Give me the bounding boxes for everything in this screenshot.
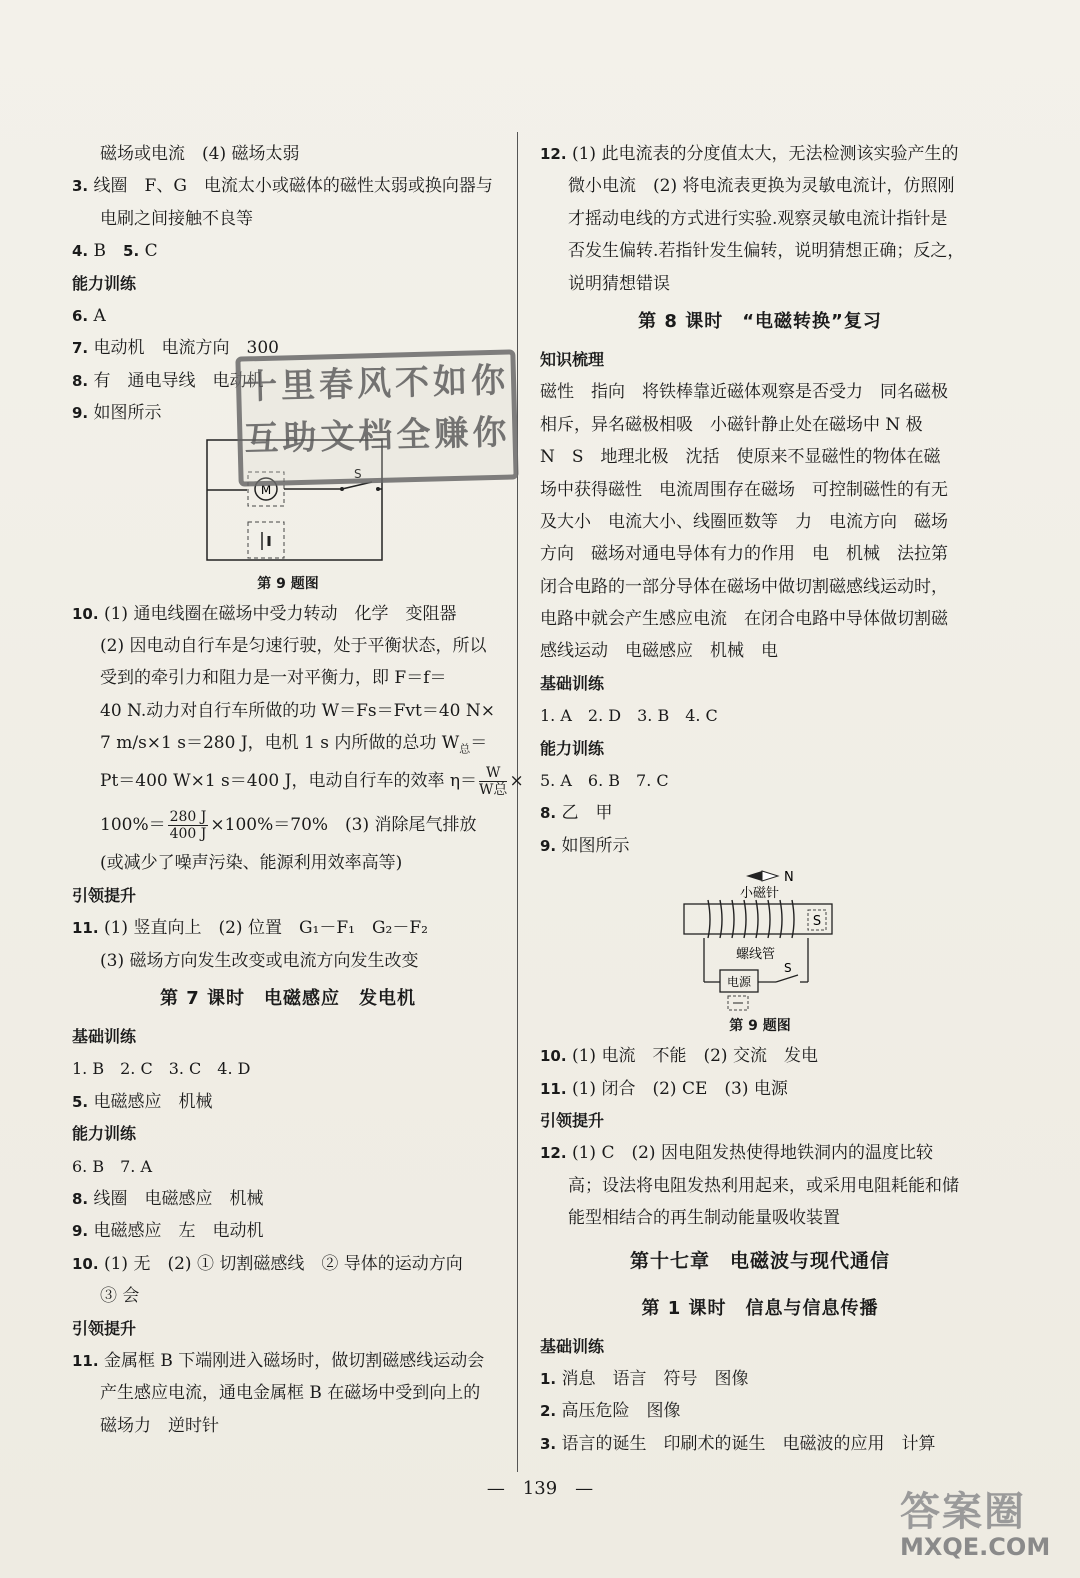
question-number: 9. bbox=[72, 404, 89, 423]
answer-line: 磁场或电流 (4) 磁场太弱 bbox=[100, 144, 300, 164]
question-number: 3. bbox=[72, 177, 89, 196]
solenoid-label: 螺线管 bbox=[736, 947, 776, 963]
answer-line: 相斥，异名磁极相吸 小磁针静止处在磁场中 N 极 bbox=[540, 414, 923, 435]
section-label: 基础训练 bbox=[540, 673, 605, 693]
answer-text: (1) 此电流表的分度值太大，无法检测该实验产生的 bbox=[566, 144, 959, 164]
stamp-text-line: 互助文档全赚你 bbox=[243, 412, 511, 460]
question-number: 8. bbox=[72, 371, 89, 390]
answer-line: 感线运动 电磁感应 机械 电 bbox=[540, 641, 778, 662]
answer-line: 1. A 2. D 3. B 4. C bbox=[540, 706, 718, 726]
compass-needle-label: 小磁针 bbox=[740, 886, 780, 902]
answer-line bbox=[72, 759, 524, 803]
solenoid-pole-label: S bbox=[812, 914, 822, 930]
answer-line: 受到的牵引力和阻力是一对平衡力，即 F＝f＝ bbox=[100, 668, 447, 689]
section-label: 引领提升 bbox=[540, 1110, 605, 1130]
question-number: 2. bbox=[540, 1402, 557, 1421]
watermark-logo: 答案圈 bbox=[900, 1489, 1026, 1535]
answer-line bbox=[72, 300, 504, 332]
question-number: 12. bbox=[540, 145, 567, 163]
answer-text: 消息 语言 符号 图像 bbox=[556, 1368, 749, 1389]
answer-line: 产生感应电流，通电金属框 B 在磁场中受到向上的 bbox=[100, 1383, 481, 1404]
answer-text: 线圈 电磁感应 机械 bbox=[88, 1188, 264, 1209]
fraction-numerator: W bbox=[479, 765, 507, 782]
question-number: 10. bbox=[540, 1047, 567, 1066]
answer-line bbox=[540, 1040, 980, 1072]
section-label: 引领提升 bbox=[72, 1318, 137, 1338]
power-source-label: 电源 bbox=[726, 975, 752, 990]
answer-text: 电磁感应 左 电动机 bbox=[88, 1221, 264, 1242]
answer-text: (1) 竖直向上 (2) 位置 G₁－F₁ G₂－F₂ bbox=[98, 918, 428, 939]
answer-text: 金属框 B 下端刚进入磁场时，做切割磁感线运动会 bbox=[98, 1350, 485, 1371]
answer-line: 才摇动电线的方式进行实验.观察灵敏电流计指针是 bbox=[568, 208, 948, 229]
answer-text: (1) 闭合 (2) CE (3) 电源 bbox=[566, 1078, 788, 1099]
question-number: 11. bbox=[72, 1351, 99, 1370]
answer-line bbox=[72, 1248, 504, 1280]
section-label: 能力训练 bbox=[72, 273, 137, 293]
figure-caption: 第 9 题图 bbox=[257, 575, 319, 592]
work-fraction bbox=[168, 809, 209, 842]
question-number: 5. bbox=[72, 1092, 89, 1111]
question-number: 3. bbox=[540, 1434, 557, 1453]
solenoid-circuit-diagram bbox=[540, 862, 980, 1012]
answer-line bbox=[540, 1363, 980, 1395]
section-label: 能力训练 bbox=[540, 738, 605, 758]
question-number: 4. bbox=[72, 242, 89, 261]
question-number: 11. bbox=[72, 919, 99, 938]
answer-line bbox=[540, 830, 980, 862]
answer-line: ③ 会 bbox=[100, 1286, 140, 1307]
answer-text: C bbox=[139, 241, 158, 262]
answer-line bbox=[540, 1428, 980, 1460]
answer-line: 否发生偏转.若指针发生偏转，说明猜想正确；反之， bbox=[568, 241, 965, 262]
rubber-stamp bbox=[235, 349, 518, 486]
lesson-heading: 第 1 课时 信息与信息传播 bbox=[641, 1297, 879, 1319]
answer-text: (1) 通电线圈在磁场中受力转动 化学 变阻器 bbox=[98, 603, 457, 624]
answer-line: 高；设法将电阻发热利用起来，或采用电阻耗能和储 bbox=[568, 1175, 959, 1196]
lesson-heading: 第 7 课时 电磁感应 发电机 bbox=[159, 988, 417, 1010]
answer-line bbox=[540, 1073, 980, 1105]
answer-text: 有 通电导线 电动机 bbox=[88, 370, 264, 391]
answer-line: 方向 磁场对通电导体有力的作用 电 机械 法拉第 bbox=[540, 544, 948, 565]
answer-text: A bbox=[88, 305, 106, 326]
question-number: 5. bbox=[123, 242, 140, 261]
answer-line bbox=[72, 235, 504, 267]
answer-line: (3) 磁场方向发生改变或电流方向发生改变 bbox=[100, 950, 419, 971]
answer-text: × bbox=[509, 771, 524, 792]
answer-line: 能型相结合的再生制动能量吸收装置 bbox=[568, 1208, 840, 1229]
section-label: 基础训练 bbox=[540, 1336, 605, 1356]
fraction-denominator: W总 bbox=[479, 782, 508, 799]
efficiency-fraction bbox=[479, 765, 507, 798]
question-number: 8. bbox=[72, 1189, 89, 1208]
answer-line bbox=[72, 1183, 504, 1215]
question-number: 9. bbox=[540, 836, 557, 855]
stamp-text-line: 十里春风不如你 bbox=[242, 360, 510, 408]
answer-text: 7 m/s×1 s＝280 J，电机 1 s 内所做的总功 W bbox=[100, 733, 460, 754]
answer-line: 1. B 2. C 3. C 4. D bbox=[72, 1059, 251, 1079]
answer-text: Pt＝400 W×1 s＝400 J，电动自行车的效率 η＝ bbox=[100, 771, 478, 792]
answer-line: 电刷之间接触不良等 bbox=[100, 208, 253, 229]
answer-line: 微小电流 (2) 将电流表更换为灵敏电流计，仿照刚 bbox=[568, 176, 955, 197]
answer-text: ＝ bbox=[470, 733, 488, 754]
answer-line bbox=[72, 170, 504, 202]
answer-line bbox=[540, 1137, 980, 1169]
answer-line: 40 N.动力对自行车所做的功 W＝Fs＝Fvt＝40 N× bbox=[100, 700, 496, 721]
answer-text: (1) C (2) 因电阻发热使得地铁洞内的温度比较 bbox=[566, 1143, 933, 1164]
answer-text: 电磁感应 机械 bbox=[88, 1091, 213, 1112]
section-label: 能力训练 bbox=[72, 1124, 137, 1144]
switch-label: S bbox=[354, 466, 362, 481]
chapter-heading: 第十七章 电磁波与现代通信 bbox=[629, 1249, 890, 1272]
fraction-denominator: 400 J bbox=[169, 826, 207, 843]
question-number: 11. bbox=[540, 1079, 567, 1098]
figure-solenoid-circuit bbox=[540, 862, 980, 1012]
answer-line: 场中获得磁性 电流周围存在磁场 可控制磁性的有无 bbox=[540, 479, 948, 500]
answer-line bbox=[540, 1395, 980, 1427]
answer-text: ×100%＝70% (3) 消除尾气排放 bbox=[210, 815, 477, 836]
right-column bbox=[540, 138, 980, 1460]
switch-label: S bbox=[784, 961, 792, 976]
needle-north-label: N bbox=[784, 870, 794, 886]
answer-line: 磁性 指向 将铁棒靠近磁体观察是否受力 同名磁极 bbox=[540, 382, 948, 403]
answer-text: B bbox=[88, 241, 124, 262]
answer-line bbox=[540, 138, 980, 170]
question-number: 12. bbox=[540, 1144, 567, 1163]
question-number: 1. bbox=[540, 1369, 557, 1388]
answer-text: 如图所示 bbox=[556, 835, 630, 856]
answer-text: 电动机 电流方向 300 bbox=[88, 338, 279, 359]
answer-line bbox=[72, 727, 504, 759]
answer-line: 说明猜想错误 bbox=[568, 273, 670, 294]
answer-text: 100%＝ bbox=[100, 815, 166, 836]
answer-text: 语言的诞生 印刷术的诞生 电磁波的应用 计算 bbox=[556, 1433, 936, 1454]
answer-line: 闭合电路的一部分导体在磁场中做切割磁感线运动时， bbox=[540, 576, 948, 597]
left-column bbox=[72, 138, 524, 1442]
answer-line bbox=[540, 797, 980, 829]
answer-line bbox=[72, 1215, 504, 1247]
question-number: 7. bbox=[72, 339, 89, 358]
answer-line: (2) 因电动自行车是匀速行驶，处于平衡状态，所以 bbox=[100, 635, 487, 656]
subscript: 总 bbox=[459, 742, 471, 756]
figure-caption: 第 9 题图 bbox=[729, 1018, 791, 1035]
section-label: 知识梳理 bbox=[540, 349, 605, 369]
answer-text: (1) 电流 不能 (2) 交流 发电 bbox=[566, 1046, 818, 1067]
answer-line: (或减少了噪声污染、能源利用效率高等) bbox=[100, 853, 403, 874]
lesson-heading: 第 8 课时 “电磁转换”复习 bbox=[638, 310, 882, 332]
answer-line bbox=[72, 1086, 504, 1118]
answer-text: 如图所示 bbox=[88, 403, 162, 424]
fraction-numerator: 280 J bbox=[169, 809, 207, 826]
answer-line bbox=[72, 912, 504, 944]
answer-text: 乙 甲 bbox=[556, 803, 613, 824]
question-number: 9. bbox=[72, 1222, 89, 1241]
answer-line: 6. B 7. A bbox=[72, 1156, 153, 1176]
question-number: 10. bbox=[72, 1254, 99, 1273]
section-label: 引领提升 bbox=[72, 885, 137, 905]
answer-line: 及大小 电流大小、线圈匝数等 力 电流方向 磁场 bbox=[540, 511, 948, 532]
site-watermark bbox=[900, 1480, 1070, 1570]
answer-text: 高压危险 图像 bbox=[556, 1401, 681, 1422]
answer-text: (1) 无 (2) ① 切割磁感线 ② 导体的运动方向 bbox=[98, 1253, 463, 1274]
answer-line bbox=[72, 598, 504, 630]
question-number: 10. bbox=[72, 604, 99, 623]
answer-line bbox=[72, 803, 504, 847]
section-label: 基础训练 bbox=[72, 1027, 137, 1047]
question-number: 6. bbox=[72, 306, 89, 325]
answer-line: N S 地理北极 沈括 使原来不显磁性的物体在磁 bbox=[540, 447, 941, 468]
answer-line bbox=[72, 1345, 504, 1377]
page-number: — 139 — bbox=[486, 1478, 594, 1499]
answer-line: 磁场力 逆时针 bbox=[100, 1415, 219, 1436]
answer-text: 线圈 F、G 电流太小或磁体的磁性太弱或换向器与 bbox=[88, 176, 493, 197]
watermark-url: MXQE.COM bbox=[900, 1533, 1051, 1561]
answer-line: 电路中就会产生感应电流 在闭合电路中导体做切割磁 bbox=[540, 609, 948, 630]
question-number: 8. bbox=[540, 804, 557, 823]
answer-line: 5. A 6. B 7. C bbox=[540, 771, 669, 791]
motor-symbol-label: M bbox=[260, 482, 272, 497]
